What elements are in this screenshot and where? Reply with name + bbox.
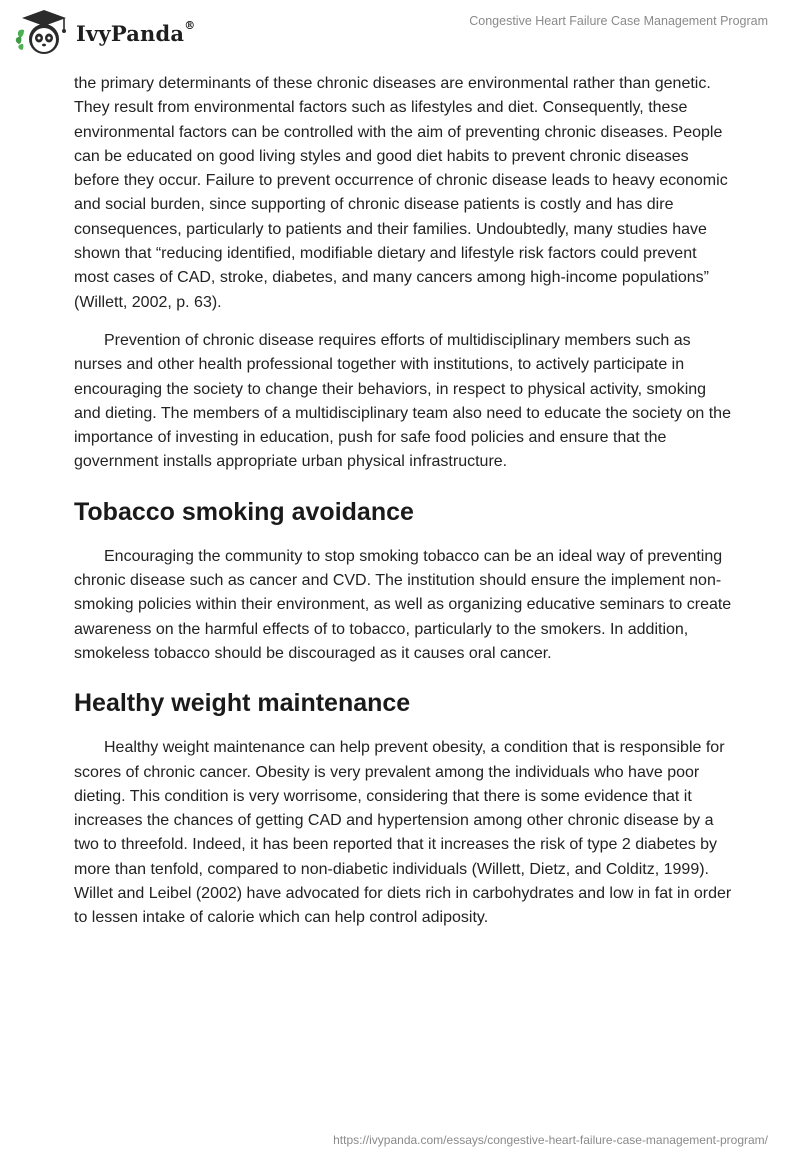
brand-name: IvyPanda®: [76, 18, 196, 46]
ivypanda-logo[interactable]: [14, 8, 195, 58]
page-header: [0, 0, 800, 70]
document-title: Congestive Heart Failure Case Management Program: [469, 14, 768, 28]
panda-graduate-icon: [14, 8, 74, 58]
source-url[interactable]: https://ivypanda.com/essays/congestive-heart-failure-case-management-program/: [333, 1133, 768, 1147]
essay-content: [74, 72, 734, 945]
paragraph: Prevention of chronic disease requires efforts of multidisciplinary members such as nurses and other health professional together with institutions, to actively participate in encouraging the society to change their behaviors, in respect to physical activity, smoking and dieting. The members of a multidisciplinary team also need to educate the society on the importance of investing in education, push for safe food policies and ensure that the government installs appropriate urban physical infrastructure.: [74, 331, 731, 471]
paragraph: the primary determinants of these chronic diseases are environmental rather than genetic. They result from environmental factors such as lifestyles and diet. Consequently, these environmental factors can be controlled with the aim of preventing chronic diseases. People can be educated on good living styles and good diet habits to prevent chronic diseases before they occur. Failure to prevent occurrence of chronic disease leads to heavy economic and social burden, since supporting of chronic disease patients is costly and has dire consequences, particularly to patients and their families. Undoubtedly, many studies have shown that “reducing identified, modifiable dietary and lifestyle risk factors could prevent most cases of CAD, stroke, diabetes, and many cancers among high-income populations” (Willett, 2002, p. 63).: [74, 75, 728, 311]
section-heading: Tobacco smoking avoidance: [74, 497, 414, 526]
section-heading: Healthy weight maintenance: [74, 689, 411, 718]
registered-mark: ®: [184, 18, 196, 32]
paragraph: Healthy weight maintenance can help prevent obesity, a condition that is responsible for scores of chronic cancer. Obesity is very prevalent among the individuals who have poor dieting. This condition is very worrisome, considering that there is some evidence that it increases the chances of getting CAD and hypertension among other chronic disease by a two to threefold. Indeed, it has been reported that it increases the risk of type 2 diabetes by more than tenfold, compared to non-diabetic individuals (Willett, Dietz, and Colditz, 1999). Willet and Leibel (2002) have advocated for diets rich in carbohydrates and low in fat in order to lessen intake of calorie which can help control adiposity.: [74, 739, 732, 927]
paragraph: Encouraging the community to stop smoking tobacco can be an ideal way of preventing chronic disease such as cancer and CVD. The institution should ensure the implement non-smoking policies within their environment, as well as organizing educative seminars to create awareness on the harmful effects of to tobacco, particularly to the smokers. In addition, smokeless tobacco should be discouraged as it causes oral cancer.: [74, 547, 732, 662]
